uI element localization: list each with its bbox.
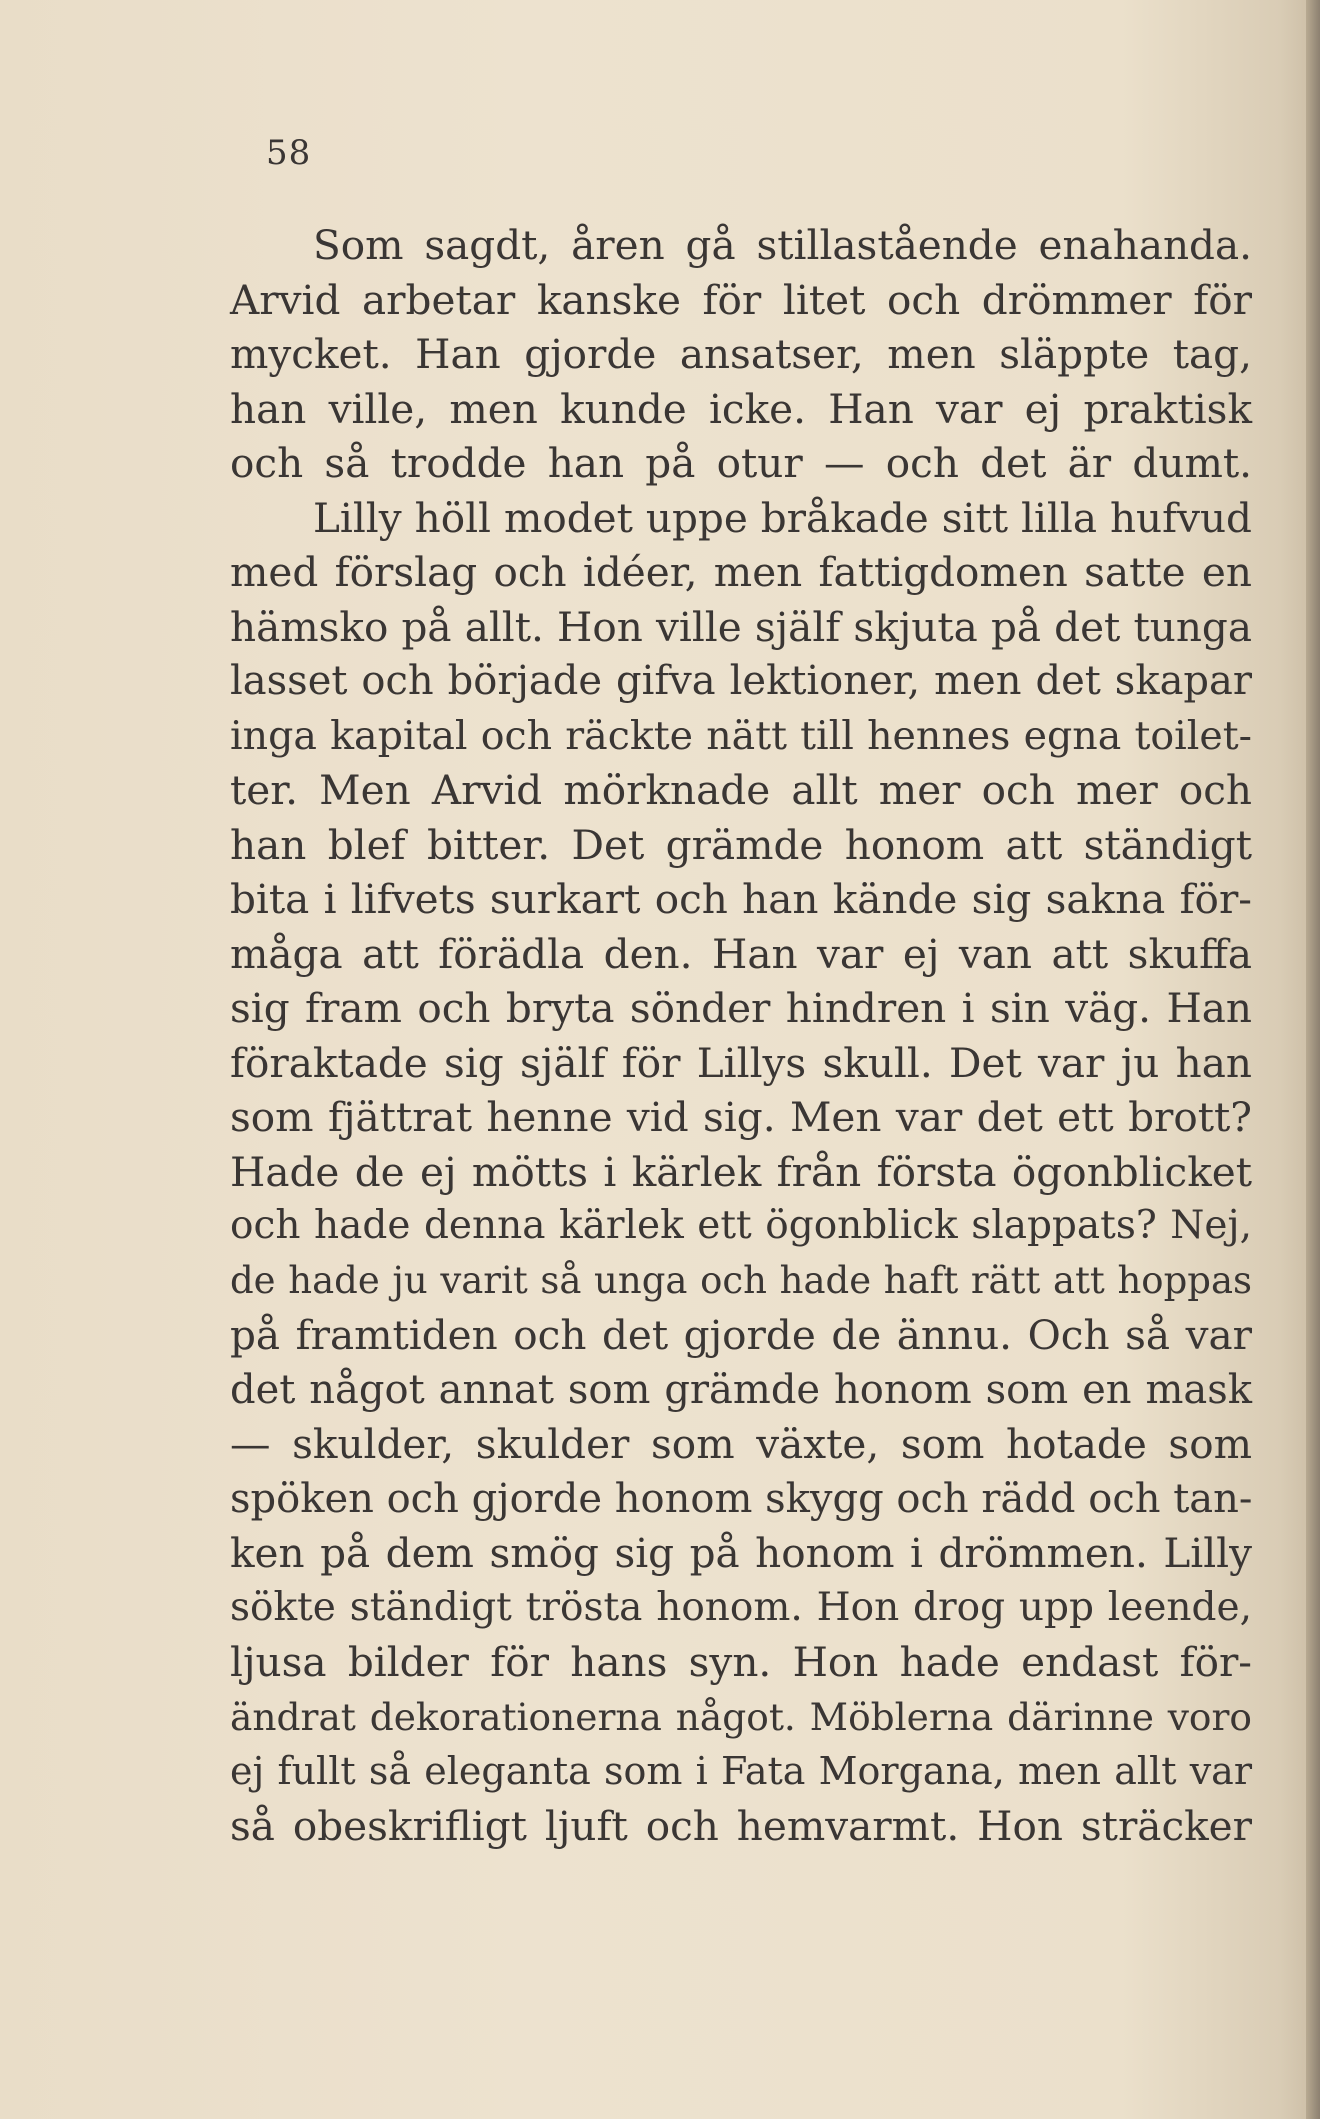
- text-line: som fjättrat henne vid sig. Men var det ett brott?: [230, 1093, 1252, 1141]
- text-line: ter. Men Arvid mörknade allt mer och mer och: [230, 766, 1252, 814]
- text-line: och så trodde han på otur — och det är dumt.: [230, 439, 1252, 487]
- text-line: Arvid arbetar kanske för litet och drömmer för: [230, 275, 1252, 324]
- paragraph-2: [230, 491, 1252, 1854]
- text-line: Hade de ej mötts i kärlek från första ögonblicket: [230, 1147, 1252, 1196]
- text-line: måga att förädla den. Han var ej van att skuffa: [230, 929, 1252, 978]
- page-number: 58: [266, 133, 312, 173]
- text-line: — skulder, skulder som växte, som hotade som: [230, 1420, 1252, 1468]
- body-text: [230, 218, 1252, 1853]
- text-line: hämsko på allt. Hon ville själf skjuta på det tunga: [230, 602, 1252, 651]
- text-line: bita i lifvets surkart och han kände sig sakna för-: [230, 875, 1252, 923]
- text-line: och hade denna kärlek ett ögonblick slappats? Nej,: [230, 1203, 1252, 1248]
- text-line: han blef bitter. Det grämde honom att ständigt: [230, 820, 1252, 869]
- text-line: inga kapital och räckte nätt till hennes egna toilet-: [230, 712, 1252, 759]
- text-line: han ville, men kunde icke. Han var ej praktisk: [230, 384, 1252, 433]
- text-line: ändrat dekorationerna något. Möblerna därinne voro: [230, 1694, 1252, 1739]
- text-line: Lilly höll modet uppe bråkade sitt lilla hufvud: [313, 493, 1252, 542]
- text-line: med förslag och idéer, men fattigdomen satte en: [230, 548, 1252, 596]
- text-line: ljusa bilder för hans syn. Hon hade endast för-: [230, 1638, 1252, 1686]
- text-line: sig fram och bryta sönder hindren i sin väg. Han: [230, 984, 1252, 1032]
- text-line: Som sagdt, åren gå stillastående enahanda.: [313, 221, 1252, 269]
- text-line: så obeskrifligt ljuft och hemvarmt. Hon sträcker: [230, 1801, 1252, 1850]
- text-line: föraktade sig själf för Lillys skull. Det var ju han: [230, 1038, 1252, 1087]
- text-line: det något annat som grämde honom som en mask: [230, 1366, 1252, 1413]
- text-line: ej fullt så eleganta som i Fata Morgana, men allt var: [230, 1749, 1252, 1793]
- text-line: spöken och gjorde honom skygg och rädd och tan-: [230, 1475, 1253, 1522]
- text-line: på framtiden och det gjorde de ännu. Och så var: [230, 1311, 1252, 1359]
- page-edge-shadow: [1306, 0, 1320, 2119]
- text-line: mycket. Han gjorde ansatser, men släppte tag,: [230, 330, 1252, 378]
- text-line: sökte ständigt trösta honom. Hon drog upp leende,: [230, 1584, 1252, 1630]
- text-line: lasset och började gifva lektioner, men det skapar: [230, 658, 1252, 704]
- text-line: ken på dem smög sig på honom i drömmen. Lilly: [230, 1529, 1252, 1577]
- text-line: de hade ju varit så unga och hade haft rätt att hoppas: [230, 1258, 1252, 1302]
- paragraph-1: [230, 218, 1252, 491]
